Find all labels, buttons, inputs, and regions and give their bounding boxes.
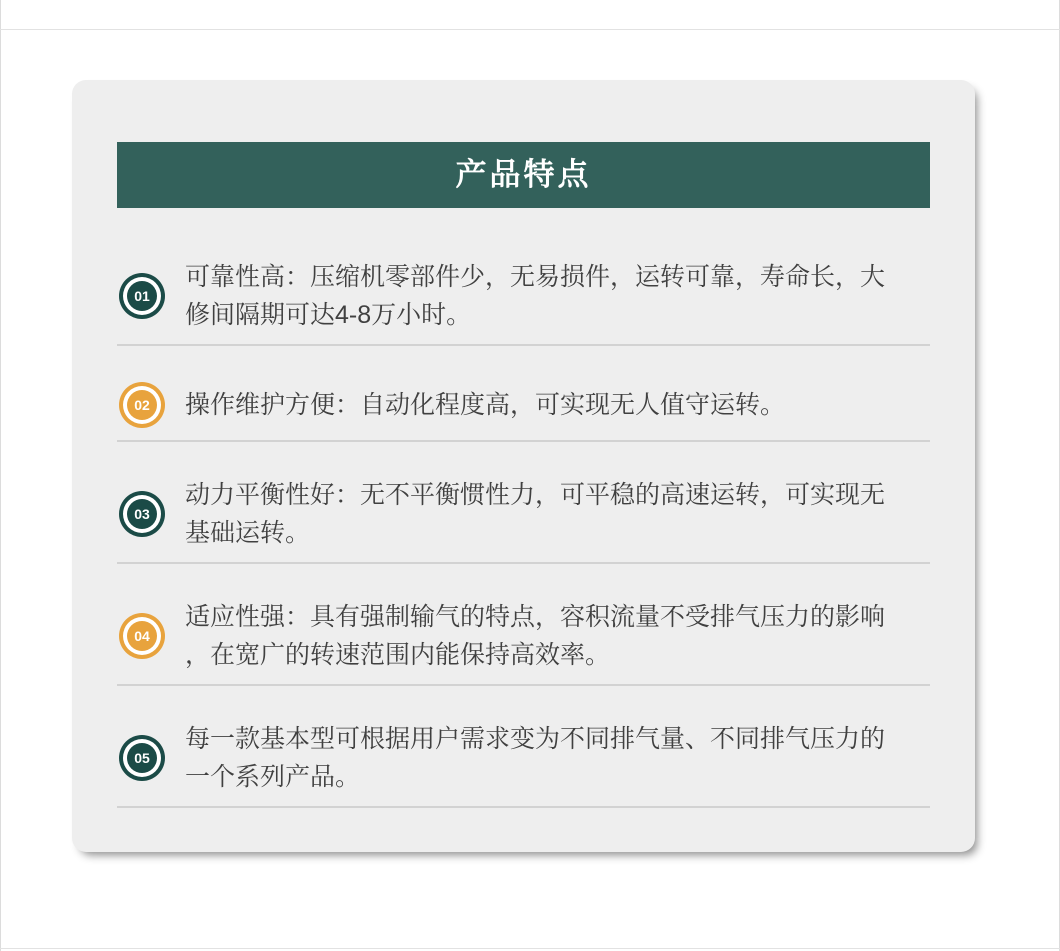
- section-title: 产品特点: [455, 157, 592, 192]
- feature-number-badge: [117, 271, 167, 321]
- feature-text-line: 基础运转。: [185, 519, 311, 547]
- feature-text-line: 适应性强：具有强制输气的特点，容积流量不受排气压力的影响: [185, 603, 886, 631]
- feature-list: [117, 236, 930, 808]
- feature-text-line: ，在宽广的转速范围内能保持高效率。: [185, 641, 611, 669]
- feature-text-line: 每一款基本型可根据用户需求变为不同排气量、不同排气压力的: [185, 725, 886, 753]
- product-features-card: [72, 80, 975, 852]
- number-badge-circle: 03: [127, 499, 157, 529]
- feature-text-line: 可靠性高：压缩机零部件少，无易损件，运转可靠，寿命长，大: [185, 263, 886, 291]
- feature-text: [185, 386, 930, 424]
- top-divider-line: [0, 29, 1060, 30]
- feature-text: [185, 598, 930, 674]
- feature-number-badge: [117, 380, 167, 430]
- feature-item-02: [117, 346, 930, 442]
- feature-text: [185, 720, 930, 796]
- feature-number-badge: [117, 733, 167, 783]
- feature-text: [185, 258, 930, 334]
- feature-number-badge: [117, 611, 167, 661]
- number-badge-circle: 04: [127, 621, 157, 651]
- feature-text-line: 操作维护方便：自动化程度高，可实现无人值守运转。: [185, 391, 786, 419]
- section-header: [117, 142, 930, 208]
- feature-text-line: 动力平衡性好：无不平衡惯性力，可平稳的高速运转，可实现无: [185, 481, 886, 509]
- number-badge-circle: 05: [127, 743, 157, 773]
- feature-item-01: [117, 236, 930, 346]
- feature-text: [185, 476, 930, 552]
- number-badge-circle: 01: [127, 281, 157, 311]
- feature-item-05: [117, 686, 930, 808]
- feature-number-badge: [117, 489, 167, 539]
- feature-item-03: [117, 442, 930, 564]
- feature-text-line: 修间隔期可达4-8万小时。: [185, 301, 472, 329]
- feature-item-04: [117, 564, 930, 686]
- number-badge-circle: 02: [127, 390, 157, 420]
- bottom-divider-line: [0, 948, 1060, 949]
- feature-text-line: 一个系列产品。: [185, 763, 361, 791]
